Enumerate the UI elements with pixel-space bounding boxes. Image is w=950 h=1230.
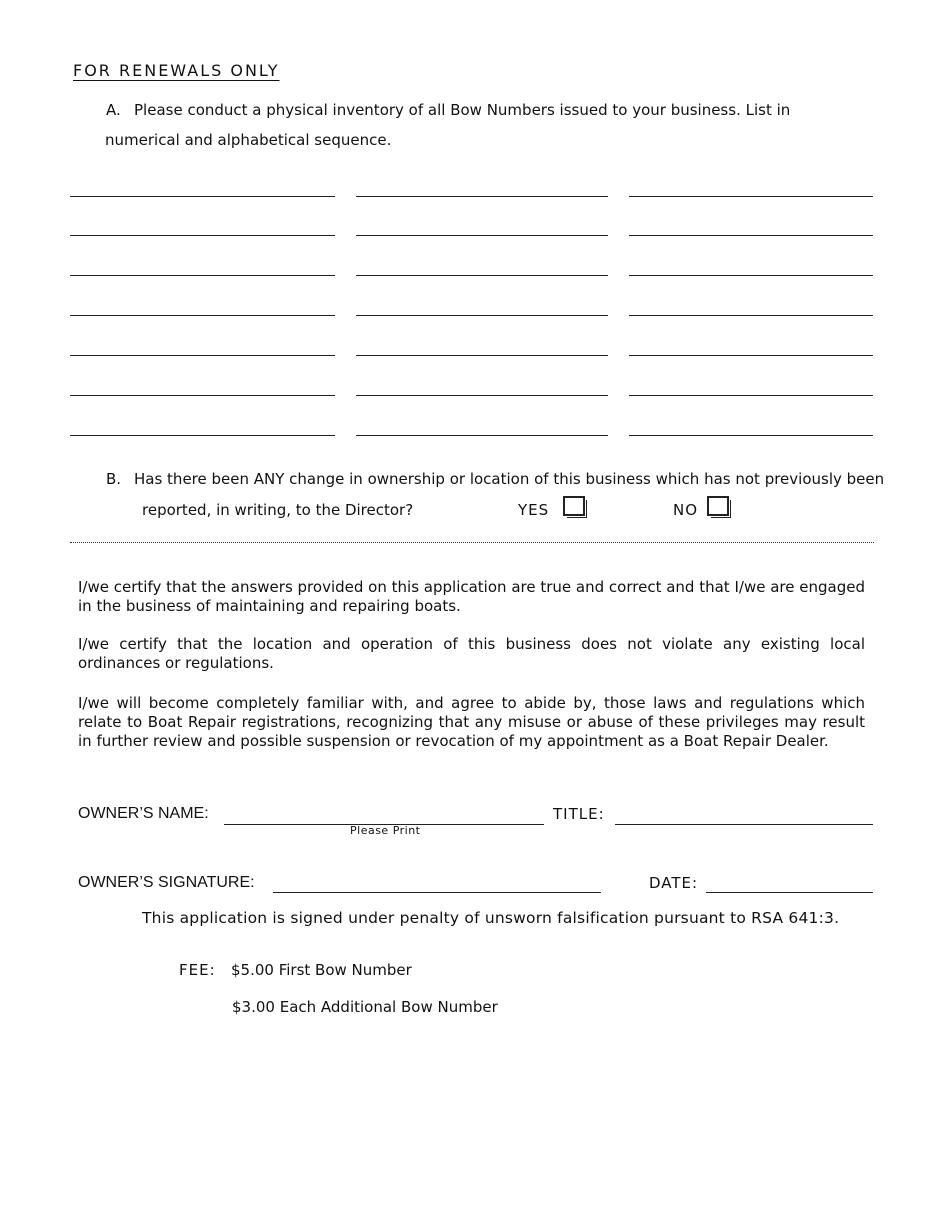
bow-number-entry-line[interactable]	[356, 315, 608, 316]
bow-number-entry-line[interactable]	[629, 315, 873, 316]
fee-label: FEE:	[179, 961, 216, 979]
bow-number-entry-line[interactable]	[70, 435, 335, 436]
owner-name-label: OWNER’S NAME:	[78, 805, 209, 822]
no-checkbox[interactable]	[707, 496, 729, 516]
owner-signature-field[interactable]	[273, 892, 601, 893]
section-b-text-line2: reported, in writing, to the Director?	[142, 501, 414, 519]
bow-number-entry-line[interactable]	[629, 355, 873, 356]
bow-number-entry-line[interactable]	[70, 275, 335, 276]
certification-paragraph-3: I/we will become completely familiar with, and agree to abide by, those laws and regulations which relate to Boat Repair registrations, recognizing that any misuse or abuse of these privileges may result in further review and possible suspension or revocation of my appointment as a Boat Repair Dealer.	[78, 694, 865, 750]
bow-number-entry-line[interactable]	[70, 315, 335, 316]
section-a-text-line2: numerical and alphabetical sequence.	[105, 131, 392, 149]
bow-number-entry-line[interactable]	[629, 435, 873, 436]
fee-additional-bow: $3.00 Each Additional Bow Number	[232, 998, 498, 1016]
bow-number-entry-line[interactable]	[629, 275, 873, 276]
owner-name-hint: Please Print	[350, 824, 421, 837]
certification-paragraph-1: I/we certify that the answers provided on this application are true and correct and that I/we are engaged in the business of maintaining and repairing boats.	[78, 578, 865, 615]
bow-number-entry-line[interactable]	[70, 355, 335, 356]
bow-number-entry-line[interactable]	[356, 355, 608, 356]
bow-number-entry-line[interactable]	[629, 196, 873, 197]
section-b-text-line1: Has there been ANY change in ownership or location of this business which has not previously been	[134, 470, 885, 488]
section-a-text-line1: Please conduct a physical inventory of all Bow Numbers issued to your business. List in	[134, 101, 791, 119]
bow-number-entry-line[interactable]	[356, 275, 608, 276]
date-label: DATE:	[649, 874, 699, 892]
certification-paragraph-2: I/we certify that the location and operation of this business does not violate any existing local ordinances or regulations.	[78, 635, 865, 672]
fee-first-bow: $5.00 First Bow Number	[231, 961, 412, 979]
bow-number-entry-line[interactable]	[356, 435, 608, 436]
bow-number-entry-line[interactable]	[356, 235, 608, 236]
date-field[interactable]	[706, 892, 873, 893]
section-heading: FOR RENEWALS ONLY	[73, 61, 280, 80]
owner-signature-label: OWNER’S SIGNATURE:	[78, 874, 255, 891]
section-a-marker: A.	[106, 101, 121, 119]
title-label: TITLE:	[553, 805, 605, 823]
bow-number-entry-line[interactable]	[70, 395, 335, 396]
section-divider	[70, 542, 874, 543]
bow-number-entry-line[interactable]	[629, 235, 873, 236]
bow-number-entry-line[interactable]	[629, 395, 873, 396]
no-label: NO	[673, 501, 699, 519]
bow-number-entry-line[interactable]	[356, 395, 608, 396]
yes-checkbox[interactable]	[563, 496, 585, 516]
yes-label: YES	[518, 501, 550, 519]
penalty-statement: This application is signed under penalty of unsworn falsification pursuant to RSA 641:3.	[142, 909, 840, 927]
bow-number-entry-line[interactable]	[356, 196, 608, 197]
bow-number-entry-line[interactable]	[70, 235, 335, 236]
bow-number-entry-line[interactable]	[70, 196, 335, 197]
title-field[interactable]	[615, 824, 873, 825]
section-b-marker: B.	[106, 470, 122, 488]
